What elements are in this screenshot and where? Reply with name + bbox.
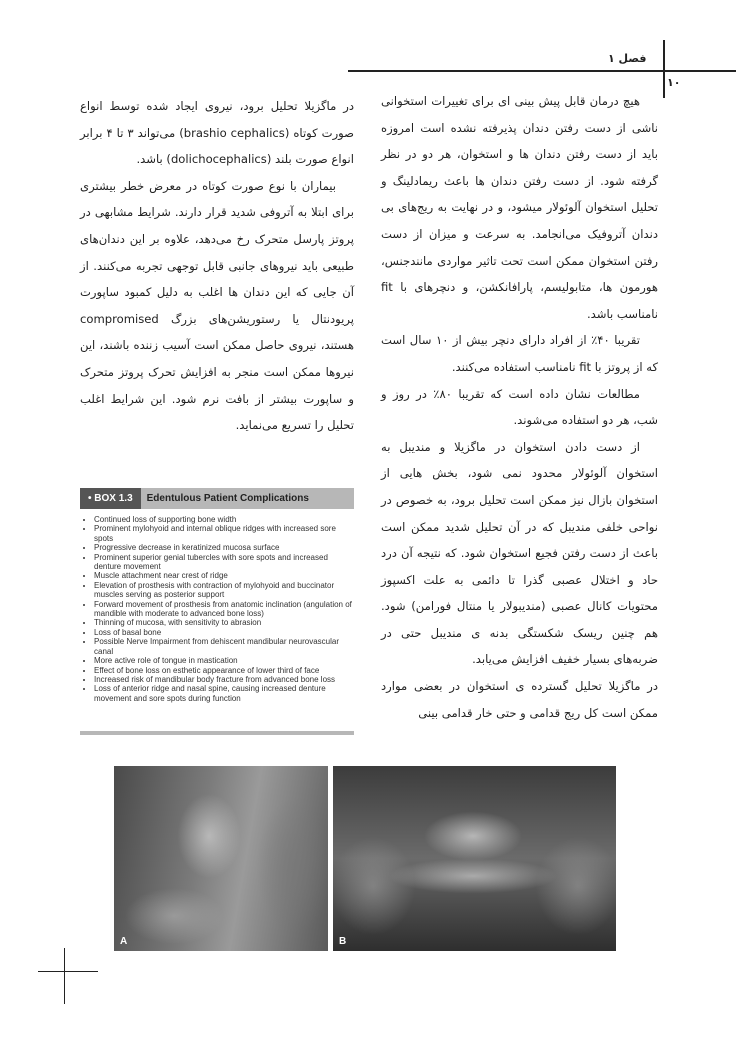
list-item: • Prominent mylohyoid and internal oblique ridges with increased sore spots xyxy=(94,524,354,543)
box-list xyxy=(80,515,354,703)
list-item: • Continued loss of supporting bone width xyxy=(94,515,354,524)
list-item: • Loss of basal bone xyxy=(94,628,354,637)
crop-mark-horizontal xyxy=(38,971,98,972)
list-item: • Elevation of prosthesis with contraction of mylohyoid and buccinator muscles serving as posterior support xyxy=(94,581,354,600)
paragraph: در ماگزیلا تحلیل برود، نیروی ایجاد شده توسط انواع صورت کوتاه (brashio cephalics) می‌تواند ۳ تا ۴ برابر انواع صورت بلند (dolichocephalics) باشد. xyxy=(80,99,355,167)
header-divider xyxy=(663,40,665,98)
list-item: • Prominent superior genial tubercles with sore spots and increased denture movement xyxy=(94,553,354,572)
box-label: • BOX 1.3 xyxy=(80,488,141,509)
list-item: • Thinning of mucosa, with sensitivity to abrasion xyxy=(94,618,354,627)
figure-label-b: B xyxy=(339,936,347,947)
figure-label-a: A xyxy=(120,936,128,947)
page-number: ۱۰ xyxy=(667,76,681,89)
box-bottom-rule xyxy=(80,731,354,735)
box-header xyxy=(80,488,354,509)
paragraph: در ماگزیلا تحلیل گسترده ی استخوان در بعضی موارد ممکن است کل ریج قدامی و حتی خار قدامی بینی xyxy=(381,679,658,720)
list-item: • Loss of anterior ridge and nasal spine, causing increased denture movement and sore spots during function xyxy=(94,684,354,703)
chapter-label: فصل ۱ xyxy=(608,52,647,65)
panoramic-xray-image xyxy=(333,766,616,951)
paragraph: از دست دادن استخوان در ماگزیلا و مندیبل به استخوان آلوئولار محدود نمی شود، بخش هایی از استخوان بازال نیز ممکن است تحلیل برود، به خصوص در نواحی خلفی مندیبل که در آن تحلیل شدید ممکن است باعث از دست رفتن فجیع استخوان شود. که نتیجه آن درد حاد و اختلال عصبی گذرا تا دائمی به علت اکسپوز محتویات کانال عصبی (مندیبولار یا منتال فورامن) شود. هم چنین ریسک شکستگی بدنه ی مندیبل حتی در ضربه‌های بسیار خفیف افزایش می‌یابد. xyxy=(381,439,658,667)
lateral-cephalometric-xray-image xyxy=(114,766,328,951)
crop-mark-vertical xyxy=(64,948,65,1004)
paragraph: تقریبا ۴۰٪ از افراد دارای دنچر بیش از ۱۰ سال است که از پروتز با fit نامناسب استفاده می‌کنند. xyxy=(381,333,658,374)
right-text-column xyxy=(381,88,658,726)
list-item: • More active role of tongue in mastication xyxy=(94,656,354,665)
paragraph: هیچ درمان قابل پیش بینی ای برای تغییرات استخوانی ناشی از دست رفتن دندان پذیرفته نشده است امروزه باید از دست رفتن دندان ها و استخوان، هر دو در نظر گرفته شود. از دست رفتن دندان ها باعث ریمادلینگ و تحلیل استخوان آلوئولار میشود، و در نهایت به ریج‌های بی دندان آتروفیک می‌انجامد. به سرعت و میزان از دست رفتن استخوان ممکن است تحت تاثیر مواردی مانندجنس، هورمون ها، متابولیسم، پارافانکشن، و دنچرهای با fit نامناسب باشد. xyxy=(381,94,658,321)
list-item: • Possible Nerve Impairment from dehiscent mandibular neurovascular canal xyxy=(94,637,354,656)
list-item: • Progressive decrease in keratinized mucosa surface xyxy=(94,543,354,552)
list-item: • Increased risk of mandibular body fracture from advanced bone loss xyxy=(94,675,354,684)
box-title: Edentulous Patient Complications xyxy=(146,493,309,504)
paragraph: بیماران با نوع صورت کوتاه در معرض خطر بیشتری برای ابتلا به آتروفی شدید قرار دارند. شرایط مشابهی در پروتز پارسل متحرک رخ می‌دهد، علاوه بر این دندان‌های طبیعی باید نیروهای جانبی قابل توجهی تجربه می‌کنند. از آن جایی که این دندان ها اغلب به دلیل کمبود ساپورت پریودنتال یا رستوریشن‌های بزرگ compromised هستند، نیروی حاصل ممکن است آسیب زننده باشند، این نیروها ممکن است منجر به افزایش تحرک پروتز متحرک و ساپورت بیشتر از بافت نرم شود. این شرایط اغلب تحلیل را تسریع می‌نماید. xyxy=(80,178,354,433)
paragraph: مطالعات نشان داده است که تقریبا ۸۰٪ در روز و شب، هر دو استفاده می‌شوند. xyxy=(381,386,658,428)
list-item: • Effect of bone loss on esthetic appearance of lower third of face xyxy=(94,666,354,675)
list-item: • Forward movement of prosthesis from anatomic inclination (angulation of mandible with moderate to advanced bone loss) xyxy=(94,600,354,619)
header-rule xyxy=(348,70,736,72)
list-item: • Muscle attachment near crest of ridge xyxy=(94,571,354,580)
box-edentulous-complications xyxy=(80,488,354,703)
left-text-column xyxy=(80,93,354,439)
